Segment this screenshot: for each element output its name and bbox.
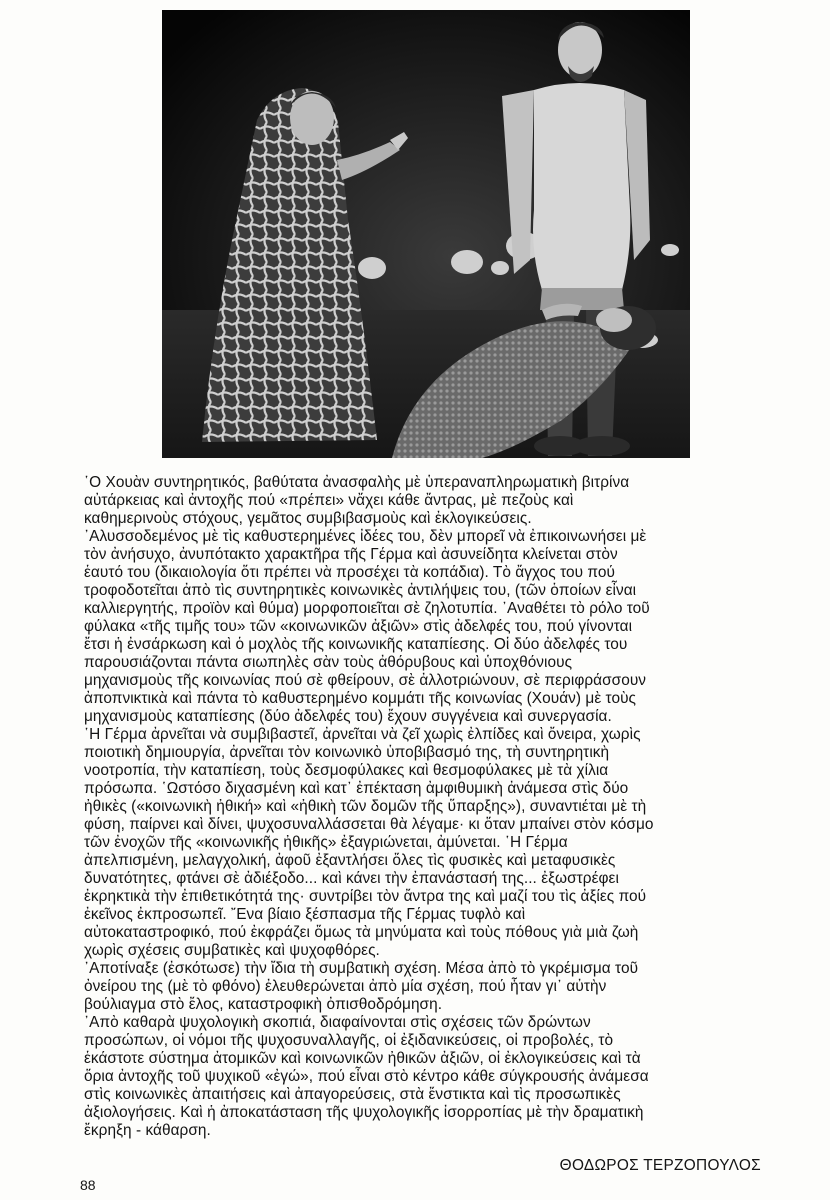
article-line: καθημερινοὺς στόχους, γεμᾶτος συμβιβασμοὺς καὶ ἐκλογικεύσεις. [84, 510, 532, 527]
article-line: ἀποπνικτικὰ καὶ πάντα τὸ καθυστερημένο κομμάτι τῆς κοινωνίας (Χουάν) μὲ τοὺς [84, 690, 637, 707]
article-line: ἑαυτό του (δικαιολογία ὅτι πρέπει νὰ προσέχει τὰ κοπάδια). Τὸ ἄγχος του πού [84, 564, 615, 581]
article-line: φύλακα «τῆς τιμῆς του» τῶν «κοινωνικῶν ἀξιῶν» στὶς ἀδελφές του, πού γίνονται [84, 618, 633, 635]
article-author: ΘΟΔΩΡΟΣ ΤΕΡΖΟΠΟΥΛΟΣ [559, 1157, 761, 1174]
stage-photo [162, 10, 690, 458]
article-line: αὐτοκαταστροφικό, πού ἐκφράζει ὅμως τὰ μηνύματα καὶ τοὺς πόθους γιὰ μιὰ ζωὴ [84, 924, 639, 941]
article-line: ἐκεῖνος ἐκπροσωπεῖ. ῎Ενα βίαιο ξέσπασμα τῆς Γέρμας τυφλὸ καὶ [84, 906, 526, 923]
article-line: αὐτάρκειας καὶ ἀντοχῆς πού «πρέπει» νἄχει κάθε ἄντρας, μὲ πεζοὺς καὶ [84, 492, 574, 509]
article-line: ἀπελπισμένη, μελαγχολική, ἀφοῦ ἐξαντλήσει ὅλες τὶς φυσικὲς καὶ μεταφυσικὲς [84, 852, 616, 869]
article-line: προσώπων, οἱ νόμοι τῆς ψυχοσυναλλαγῆς, οἱ ἐξιδανικεύσεις, οἱ προβολές, τὸ [84, 1032, 614, 1049]
article-line: παρουσιάζονται πάντα σιωπηλὲς σὰν τοὺς ἀθόρυβους καὶ ὑποχθόνιους [84, 654, 573, 671]
article-line: ἑκάστοτε σύστημα ἀτομικῶν καὶ κοινωνικῶν ἠθικῶν ἀξιῶν, οἱ ἐκλογικεύσεις καὶ τὰ [84, 1050, 641, 1067]
article-line: στὶς κοινωνικὲς ἀπαιτήσεις καὶ ἀπαγορεύσεις, στὰ ἔνστικτα καὶ τὶς προσωπικὲς [84, 1086, 621, 1103]
article-line: ἠθικὲς («κοινωνικὴ ἠθική» καὶ «ἠθικὴ τῶν δομῶν τῆς ὕπαρξης»), συναντιέται μὲ τὴ [84, 798, 647, 815]
page-number: 88 [80, 1177, 96, 1193]
article-line: ἔκρηξη - κάθαρση. [84, 1122, 211, 1139]
article-line: ᾿Αλυσσοδεμένος μὲ τὶς καθυστερημένες ἰδέες του, δὲν μπορεῖ νὰ ἐπικοινωνήσει μὲ [84, 528, 647, 545]
article-line: τῶν ἐνοχῶν τῆς «κοινωνικῆς ἠθικῆς» ἐξαγριώνεται, ἀμύνεται. ῾Η Γέρμα [84, 834, 568, 851]
article-line: ῾Ο Χουὰν συντηρητικός, βαθύτατα ἀνασφαλὴς μὲ ὑπεραναπληρωματικὴ βιτρίνα [84, 474, 630, 491]
article-line: ῾Η Γέρμα ἀρνεῖται νὰ συμβιβαστεῖ, ἀρνεῖται νὰ ζεῖ χωρὶς ἐλπίδες καὶ ὄνειρα, χωρὶς [84, 726, 641, 743]
article-line: ἔτσι ἡ ἐνσάρκωση καὶ ὁ μοχλὸς τῆς κοινωνικῆς καταπίεσης. Οἱ δύο ἀδελφές του [84, 636, 628, 653]
article-line: τροφοδοτεῖται ἀπὸ τὶς συντηρητικὲς κοινωνικὲς ἀντιλήψεις του, (τῶν ὁποίων εἶναι [84, 582, 637, 599]
article-line: ὀνείρου της (μὲ τὸ φθόνο) ἐλευθερώνεται ἀπὸ μία σχέση, πού ἦταν γι᾿ αὐτὴν [84, 978, 607, 995]
article-line: βούλιαγμα στὸ ἔλος, καταστροφικὴ ὀπισθοδρόμηση. [84, 996, 443, 1013]
article-line: ᾿Απὸ καθαρὰ ψυχολογικὴ σκοπιά, διαφαίνονται στὶς σχέσεις τῶν δρώντων [84, 1014, 591, 1031]
article-line: καλλιεργητής, προϊὸν καὶ θύμα) μορφοποιεῖται σὲ ζηλοτυπία. ᾿Αναθέτει τὸ ρόλο τοῦ [84, 600, 650, 617]
article-line: δυνατότητες, φτάνει σὲ ἀδιέξοδο... καὶ κάνει τὴν ἐπανάστασή της... ἐξωστρέφει [84, 870, 619, 887]
article-line: τὸν ἀνήσυχο, ἀνυπότακτο χαρακτῆρα τῆς Γέρμα καὶ ἀσυνείδητα κλείνεται στὸν [84, 546, 618, 563]
article-line: φύση, παίρνει καὶ δίνει, ψυχοσυναλλάσσεται θὰ λέγαμε· κι ὅταν μπαίνει στὸν κόσμο [84, 816, 654, 833]
article-line: ποιοτικὴ δημιουργία, ἀρνεῖται τὸν κοινωνικὸ ὑποβιβασμό της, τὴ συντηρητικὴ [84, 744, 610, 761]
article-line: ὅρια ἀντοχῆς τοῦ ψυχικοῦ «ἐγώ», πού εἶναι στὸ κέντρο κάθε σύγκρουσής ἀνάμεσα [84, 1068, 649, 1085]
article-line: νοοτροπία, τὴν καταπίεση, τοὺς δεσμοφύλακες καὶ θεσμοφύλακες μὲ τὰ χίλια [84, 762, 609, 779]
article-line: ᾿Αποτίναξε (ἐσκότωσε) τὴν ἴδια τὴ συμβατικὴ σχέση. Μέσα ἀπὸ τὸ γκρέμισμα τοῦ [84, 960, 639, 977]
article-body [84, 474, 774, 1140]
article-line: ἀξιολογήσεις. Καὶ ἡ ἀποκατάσταση τῆς ψυχολογικῆς ἰσορροπίας μὲ τὴν δραματικὴ [84, 1104, 644, 1121]
article-line: μηχανισμοὺς καταπίεσης (δύο ἀδελφές του) ἔχουν συγγένεια καὶ συνεργασία. [84, 708, 612, 725]
article-line: μηχανισμοὺς τῆς κοινωνίας πού σὲ φθείρουν, σὲ ἀλλοτριώνουν, σὲ περιφράσσουν [84, 672, 647, 689]
article-line: πρόσωπα. ῾Ωστόσο διχασμένη καὶ κατ᾿ ἐπέκταση ἀμφιθυμικὴ ἀνάμεσα στὶς δύο [84, 780, 629, 797]
article-line: χωρὶς σχέσεις συμβατικὲς καὶ ψυχοφθόρες. [84, 942, 380, 959]
article-line: ἐκρηκτικὰ τὴν ἐπιθετικότητά της· συντρίβει τὸν ἄντρα της καὶ μαζί του τὶς ἀξίες πού [84, 888, 647, 905]
